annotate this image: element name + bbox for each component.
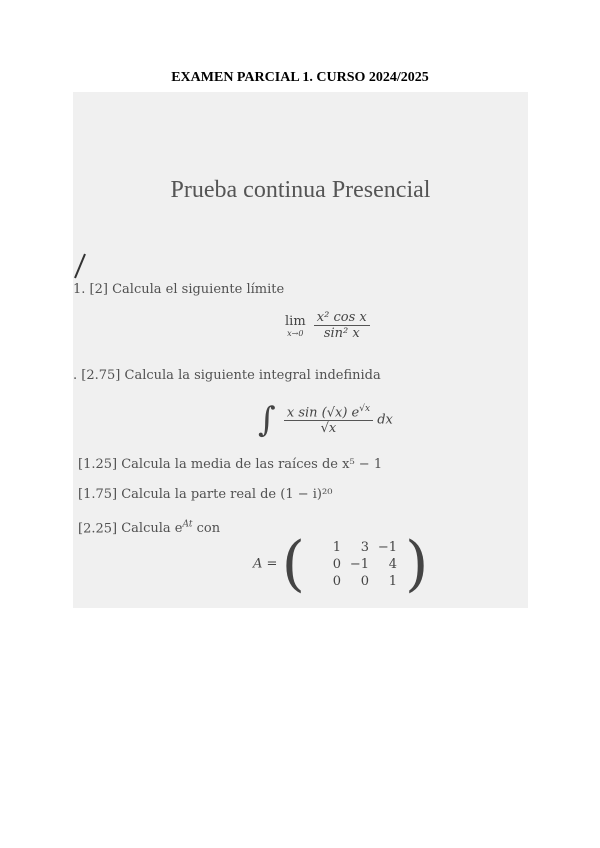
question-text: Calcula el siguiente límite bbox=[112, 282, 285, 297]
exam-header: EXAMEN PARCIAL 1. CURSO 2024/2025 bbox=[171, 70, 429, 85]
integral-fraction: $\frac{x \sin (√x) e^{√x}}{√x}$ bbox=[284, 404, 373, 436]
question-1 bbox=[73, 282, 284, 297]
matrix-label: A = bbox=[253, 556, 278, 572]
question-5 bbox=[78, 520, 220, 536]
question-points: [2.75] bbox=[81, 368, 121, 383]
question-text: Calcula la media de las raíces de x⁵ − 1 bbox=[121, 457, 383, 472]
matrix-cell: 1 bbox=[388, 573, 397, 589]
question-text: Calcula $e^{At}$ con bbox=[121, 520, 221, 537]
integral-expression bbox=[258, 400, 393, 440]
limit-operator: lim x→0 bbox=[285, 313, 306, 338]
left-paren: ( bbox=[281, 529, 305, 599]
limit-fraction: $\frac{\text{x² cos x}}{\text{sin² x}}$ bbox=[314, 310, 370, 341]
matrix-cell: 3 bbox=[360, 539, 369, 555]
matrix-cell: −1 bbox=[349, 556, 369, 572]
matrix-cell: 1 bbox=[332, 539, 341, 555]
question-2 bbox=[73, 368, 381, 383]
checkmark-icon bbox=[73, 252, 87, 280]
matrix-cell: 0 bbox=[332, 573, 341, 589]
question-points: [1.25] bbox=[78, 457, 118, 472]
question-points: [1.75] bbox=[78, 487, 118, 502]
question-points: [2] bbox=[89, 282, 108, 297]
question-text: Calcula la parte real de (1 − i)²⁰ bbox=[121, 487, 333, 502]
question-points: [2.25] bbox=[78, 521, 118, 537]
question-3 bbox=[78, 457, 382, 472]
integral-dx: dx bbox=[377, 412, 393, 428]
right-paren: ) bbox=[404, 529, 429, 599]
limit-expression bbox=[285, 310, 370, 341]
question-text: Calcula la siguiente integral indefinida bbox=[124, 368, 381, 383]
integral-sign: ∫ bbox=[258, 400, 276, 440]
matrix-expression bbox=[253, 529, 429, 599]
matrix-cell: −1 bbox=[377, 539, 397, 555]
matrix-cell: 4 bbox=[388, 556, 397, 572]
matrix-grid bbox=[305, 540, 405, 589]
exam-title: Prueba continua Presencial bbox=[170, 177, 431, 203]
question-4 bbox=[78, 487, 332, 502]
question-number: 1. bbox=[73, 282, 86, 297]
scanned-exam-image bbox=[73, 92, 528, 608]
matrix-cell: 0 bbox=[360, 573, 369, 589]
matrix-cell: 0 bbox=[332, 556, 341, 572]
question-number: . bbox=[73, 368, 78, 383]
